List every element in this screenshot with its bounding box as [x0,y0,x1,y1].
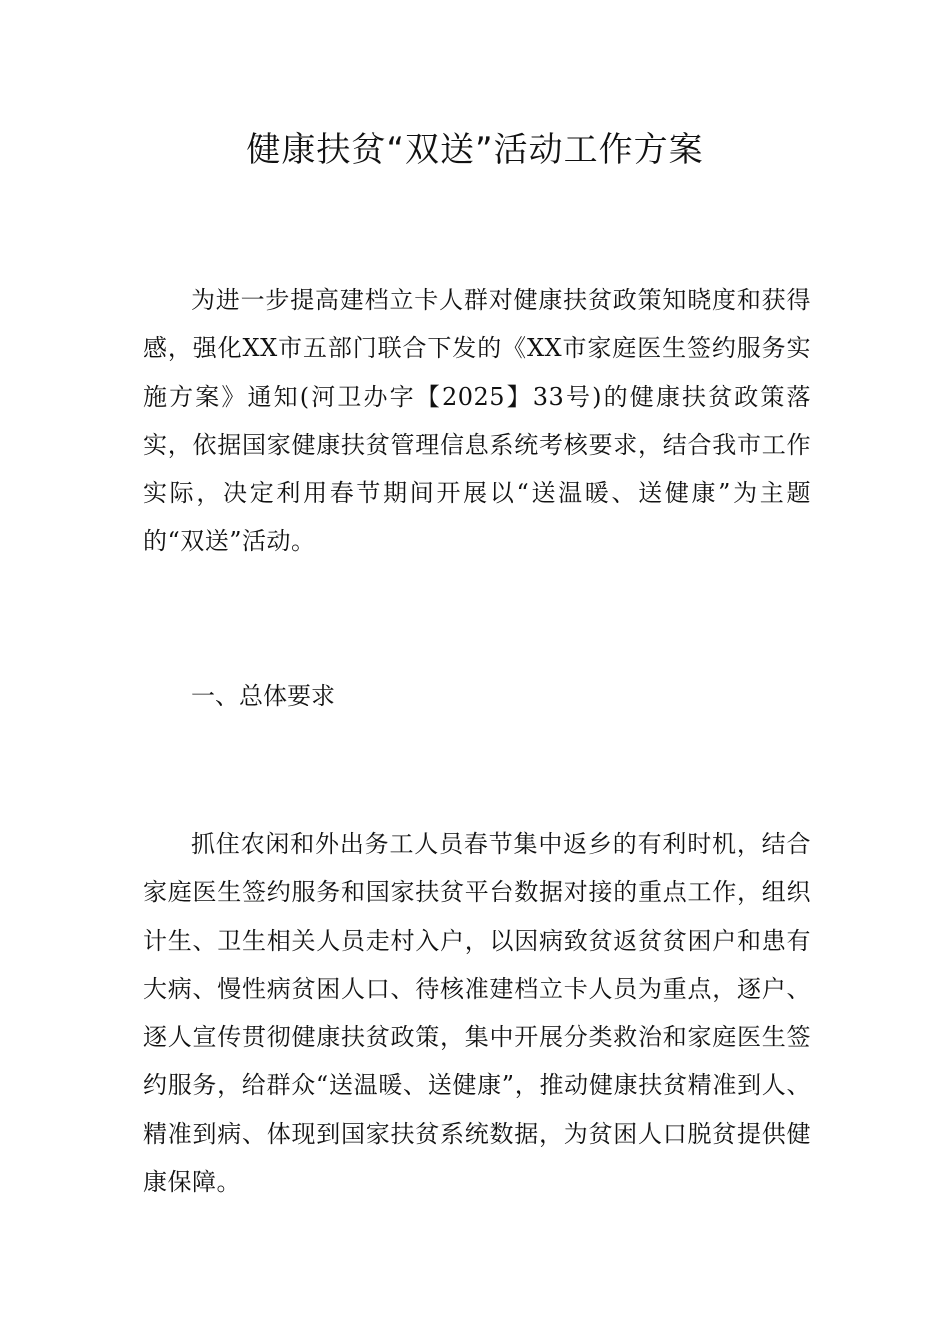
overall-requirements-paragraph: 抓住农闲和外出务工人员春节集中返乡的有利时机，结合家庭医生签约服务和国家扶贫平台数据对接的重点工作，组织计生、卫生相关人员走村入户，以因病致贫返贫贫困户和患有大病、慢性病贫困人口、待核准建档立卡人员为重点，逐户、逐人宣传贯彻健康扶贫政策，集中开展分类救治和家庭医生签约服务，给群众“送温暖、送健康”，推动健康扶贫精准到人、精准到病、体现到国家扶贫系统数据，为贫困人口脱贫提供健康保障。 [143,830,811,1197]
document-title: 健康扶贫“双送”活动工作方案 [246,130,704,170]
intro-paragraph: 为进一步提高建档立卡人群对健康扶贫政策知晓度和获得感，强化XX市五部门联合下发的《XX市家庭医生签约服务实施方案》通知(河卫办字【2025】33号)的健康扶贫政策落实，依据国家健康扶贫管理信息系统考核要求，结合我市工作实际，决定利用春节期间开展以“送温暖、送健康”为主题的“双送”活动。 [143,286,811,556]
section-heading-overall-requirements: 一、总体要求 [191,682,335,710]
